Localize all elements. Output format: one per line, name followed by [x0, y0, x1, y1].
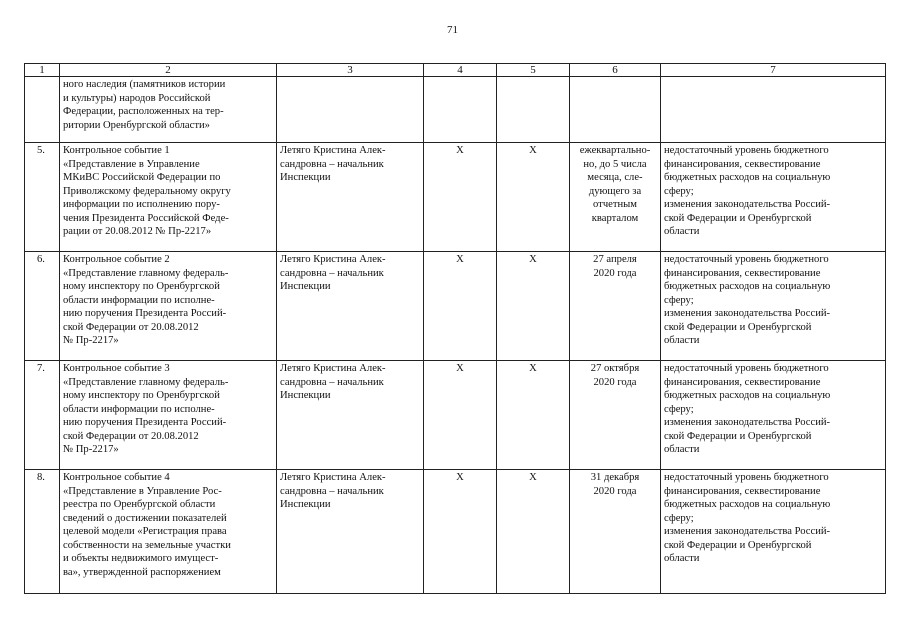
date-line: дующего за	[588, 185, 642, 197]
event-line: информации по исполнению пору-	[63, 199, 220, 210]
event-line: Контрольное событие 4	[63, 472, 170, 483]
risk-line: недостаточный уровень бюджетного	[664, 363, 829, 374]
date-line: кварталом	[591, 212, 639, 224]
date-cell	[570, 470, 661, 594]
risk-line: бюджетных расходов на социальную	[664, 390, 831, 401]
responsible-line: Летяго Кристина Алек-	[280, 472, 386, 483]
risk-line: недостаточный уровень бюджетного	[664, 254, 829, 265]
event-line: № Пр-2217»	[63, 335, 119, 346]
header-cell: 3	[277, 64, 424, 77]
col5-cell: X	[497, 361, 570, 470]
event-line: Федерации, расположенных на тер-	[63, 106, 224, 117]
event-line: сведений о достижении показателей	[63, 512, 227, 524]
date-line: 2020 года	[593, 485, 637, 497]
risk-line: недостаточный уровень бюджетного	[664, 145, 829, 156]
event-line: нию поручения Президента Россий-	[63, 417, 227, 428]
risk-line: сферу;	[664, 294, 694, 306]
event-line: области информации по исполне-	[63, 294, 215, 306]
page-number: 71	[447, 24, 458, 36]
col4-cell: X	[424, 252, 497, 361]
event-line: ритории Оренбургской области»	[63, 119, 210, 131]
risk-cell	[661, 143, 886, 252]
event-cell	[60, 361, 277, 470]
responsible-line: Инспекции	[280, 499, 331, 510]
responsible-cell	[277, 361, 424, 470]
risk-line: бюджетных расходов на социальную	[664, 499, 831, 510]
row-number-cell: 8.	[25, 470, 60, 594]
event-line: № Пр-2217»	[63, 444, 119, 455]
event-cell	[60, 143, 277, 252]
continuation-row	[25, 77, 886, 143]
table-row	[25, 361, 886, 470]
event-line: «Представление главному федераль-	[63, 267, 229, 279]
table-row	[25, 143, 886, 252]
risk-line: финансирования, секвестирование	[664, 376, 821, 388]
risk-line: недостаточный уровень бюджетного	[664, 472, 829, 483]
event-line: ного наследия (памятников истории	[63, 79, 226, 90]
event-line: целевой модели «Регистрация права	[63, 526, 227, 537]
date-line: 27 октября	[590, 363, 640, 374]
risk-line: ской Федерации и Оренбургской	[664, 321, 812, 333]
responsible-cell	[277, 143, 424, 252]
risk-line: изменения законодательства Россий-	[664, 199, 831, 210]
event-line: собственности на земельные участки	[63, 539, 231, 551]
date-line: ежеквартально-	[579, 145, 651, 156]
responsible-line: сандровна – начальник	[280, 158, 384, 170]
col4-cell: X	[424, 361, 497, 470]
event-line: Контрольное событие 1	[63, 145, 170, 156]
table-row	[25, 470, 886, 594]
risk-line: бюджетных расходов на социальную	[664, 172, 831, 183]
date-cell	[570, 252, 661, 361]
responsible-line: Инспекции	[280, 281, 331, 292]
responsible-cell	[277, 77, 424, 143]
event-line: ному инспектору по Оренбургской	[63, 281, 220, 292]
event-line: и культуры) народов Российской	[63, 92, 211, 104]
risk-line: изменения законодательства Россий-	[664, 417, 831, 428]
risk-cell	[661, 77, 886, 143]
event-line: области информации по исполне-	[63, 403, 215, 415]
responsible-line: Летяго Кристина Алек-	[280, 363, 386, 374]
event-line: чения Президента Российской Феде-	[63, 212, 229, 224]
event-cell	[60, 252, 277, 361]
risk-line: финансирования, секвестирование	[664, 267, 821, 279]
risk-line: изменения законодательства Россий-	[664, 308, 831, 319]
event-line: «Представление главному федераль-	[63, 376, 229, 388]
row-number-cell	[25, 77, 60, 143]
risk-line: сферу;	[664, 185, 694, 197]
risk-line: ской Федерации и Оренбургской	[664, 430, 812, 442]
col5-cell	[497, 77, 570, 143]
event-line: рации от 20.08.2012 № Пр-2217»	[63, 226, 212, 237]
responsible-cell	[277, 470, 424, 594]
risk-line: сферу;	[664, 512, 694, 524]
risk-line: бюджетных расходов на социальную	[664, 281, 831, 292]
col4-cell	[424, 77, 497, 143]
event-line: Контрольное событие 3	[63, 363, 170, 374]
table-row	[25, 252, 886, 361]
risk-line: изменения законодательства Россий-	[664, 526, 831, 537]
event-cell	[60, 470, 277, 594]
header-cell: 2	[60, 64, 277, 77]
header-cell: 6	[570, 64, 661, 77]
control-events-table	[24, 63, 886, 594]
date-line: 2020 года	[593, 267, 637, 279]
risk-cell	[661, 470, 886, 594]
event-line: ва», утвержденной распоряжением	[63, 566, 221, 578]
date-line: отчетным	[593, 199, 637, 210]
row-number-cell: 7.	[25, 361, 60, 470]
event-line: ской Федерации от 20.08.2012	[63, 321, 199, 333]
risk-cell	[661, 361, 886, 470]
risk-cell	[661, 252, 886, 361]
risk-line: области	[664, 226, 700, 237]
date-cell	[570, 77, 661, 143]
date-line: месяца, сле-	[587, 172, 643, 183]
responsible-line: Летяго Кристина Алек-	[280, 254, 386, 265]
col5-cell: X	[497, 470, 570, 594]
event-line: «Представление в Управление	[63, 158, 200, 170]
responsible-line: сандровна – начальник	[280, 376, 384, 388]
event-line: «Представление в Управление Рос-	[63, 485, 222, 497]
event-line: и объекты недвижимого имущест-	[63, 553, 219, 564]
col5-cell: X	[497, 143, 570, 252]
event-line: ному инспектору по Оренбургской	[63, 390, 220, 401]
event-cell	[60, 77, 277, 143]
risk-line: области	[664, 444, 700, 455]
col4-cell: X	[424, 143, 497, 252]
date-cell	[570, 361, 661, 470]
responsible-line: Инспекции	[280, 390, 331, 401]
date-line: 2020 года	[593, 376, 637, 388]
header-cell: 1	[25, 64, 60, 77]
date-cell	[570, 143, 661, 252]
row-number-cell: 5.	[25, 143, 60, 252]
header-cell: 4	[424, 64, 497, 77]
risk-line: ской Федерации и Оренбургской	[664, 212, 812, 224]
date-line: 27 апреля	[593, 254, 637, 265]
column-number-row	[25, 64, 886, 77]
event-line: ской Федерации от 20.08.2012	[63, 430, 199, 442]
event-line: Контрольное событие 2	[63, 254, 170, 265]
risk-line: финансирования, секвестирование	[664, 485, 821, 497]
responsible-line: сандровна – начальник	[280, 267, 384, 279]
responsible-cell	[277, 252, 424, 361]
date-line: 31 декабря	[590, 472, 640, 483]
col5-cell: X	[497, 252, 570, 361]
risk-line: финансирования, секвестирование	[664, 158, 821, 170]
header-cell: 5	[497, 64, 570, 77]
event-line: реестра по Оренбургской области	[63, 499, 216, 510]
header-cell: 7	[661, 64, 886, 77]
risk-line: области	[664, 335, 700, 346]
event-line: нию поручения Президента Россий-	[63, 308, 227, 319]
event-line: Приволжскому федеральному округу	[63, 185, 231, 197]
responsible-line: Летяго Кристина Алек-	[280, 145, 386, 156]
responsible-line: сандровна – начальник	[280, 485, 384, 497]
col4-cell: X	[424, 470, 497, 594]
risk-line: сферу;	[664, 403, 694, 415]
risk-line: области	[664, 553, 700, 564]
row-number-cell: 6.	[25, 252, 60, 361]
event-line: МКиВС Российской Федерации по	[63, 172, 221, 183]
risk-line: ской Федерации и Оренбургской	[664, 539, 812, 551]
responsible-line: Инспекции	[280, 172, 331, 183]
date-line: но, до 5 числа	[583, 158, 647, 170]
